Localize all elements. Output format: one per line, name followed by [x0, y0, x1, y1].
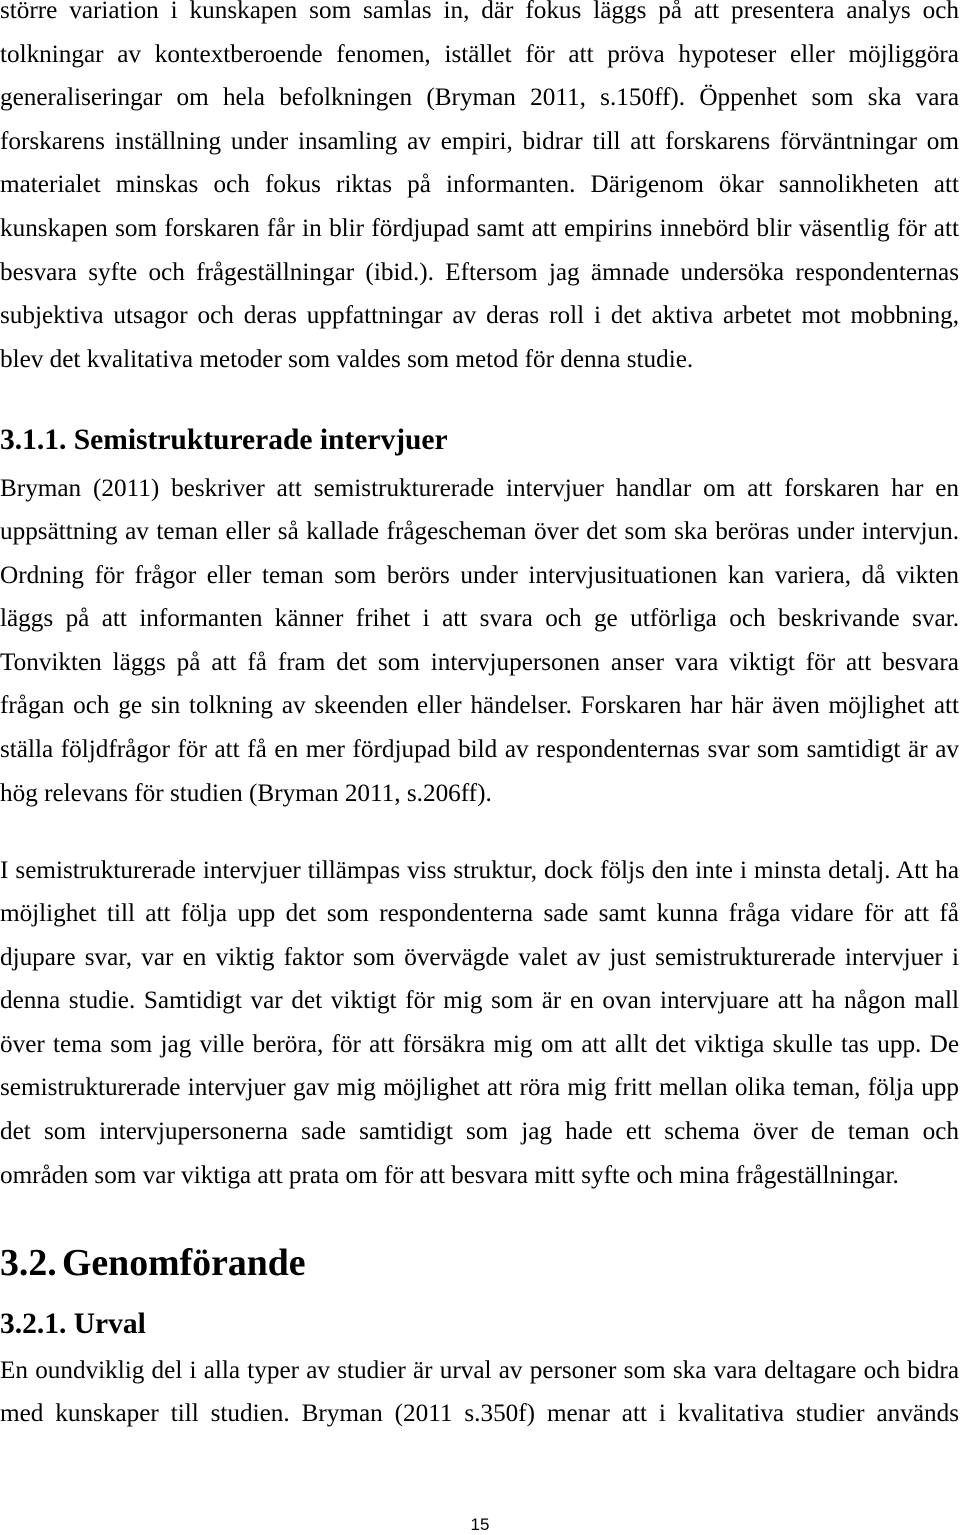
text-line: hög relevans för studien (Bryman 2011, s.206ff). [0, 779, 492, 807]
section-heading-3-2 [0, 1241, 959, 1286]
heading-number: 3.2. [0, 1242, 57, 1284]
heading-number: 3.1.1. [0, 424, 67, 456]
text-line: med kunskaper till studien. Bryman (2011 s.350f) menar att i kvalitativa studier används [0, 1400, 959, 1428]
text-line: Ordning för frågor eller teman som berörs under intervjusituationen kan variera, då vikten [0, 561, 959, 589]
text-line: större variation i kunskapen som samlas in, där fokus läggs på att presentera analys och [0, 0, 959, 24]
paragraph [0, 849, 959, 1198]
text-line: områden som var viktiga att prata om för att besvara mitt syfte och mina frågeställningar. [0, 1161, 899, 1189]
text-line: denna studie. Samtidigt var det viktigt för mig som är en ovan intervjuare att ha någon mall [0, 987, 959, 1015]
text-line: uppsättning av teman eller så kallade frågescheman över det som ska beröras under intervjun. [0, 518, 959, 546]
text-line: En oundviklig del i alla typer av studier är urval av personer som ska vara deltagare och bidra [0, 1356, 959, 1384]
text-line: besvara syfte och frågeställningar (ibid.). Eftersom jag ämnade undersöka respondenternas [0, 258, 959, 286]
text-line: subjektiva utsagor och deras uppfattningar av deras roll i det aktiva arbetet mot mobbning, [0, 302, 959, 330]
section-heading-3-1-1 [0, 423, 959, 458]
intro-paragraph [0, 0, 959, 381]
text-line: kunskapen som forskaren får in blir fördjupad samt att empirins innebörd blir väsentlig för att [0, 214, 959, 242]
heading-title: Genomförande [62, 1242, 306, 1284]
text-line: blev det kvalitativa metoder som valdes som metod för denna studie. [0, 345, 694, 373]
text-line: I semistrukturerade intervjuer tillämpas viss struktur, dock följs den inte i minsta detalj. Att ha [0, 856, 959, 884]
text-line: generaliseringar om hela befolkningen (Bryman 2011, s.150ff). Öppenhet som ska vara [0, 84, 959, 112]
text-line: tolkningar av kontextberoende fenomen, istället för att pröva hypoteser eller möjliggöra [0, 40, 959, 68]
text-line: Tonvikten läggs på att få fram det som intervjupersonen anser vara viktigt för att besvara [0, 648, 959, 676]
paragraph [0, 1349, 959, 1436]
text-line: frågan och ge sin tolkning av skeenden eller händelser. Forskaren har här även möjlighet att [0, 692, 959, 720]
paragraph [0, 467, 959, 816]
text-line: Bryman (2011) beskriver att semistrukturerade intervjuer handlar om att forskaren har en [0, 474, 959, 502]
heading-title: Urval [73, 1308, 146, 1340]
text-line: möjlighet till att följa upp det som respondenterna sade samt kunna fråga vidare för att få [0, 900, 959, 928]
page-number: 15 [470, 1515, 490, 1534]
text-line: ställa följdfrågor för att få en mer fördjupad bild av respondenternas svar som samtidigt är av [0, 736, 959, 764]
text-line: över tema som jag ville beröra, för att försäkra mig om att allt det viktiga skulle tas upp. De [0, 1030, 959, 1058]
text-line: djupare svar, var en viktig faktor som övervägde valet av just semistrukturerade intervjuer i [0, 943, 959, 971]
text-line: det som intervjupersonerna sade samtidigt som jag hade ett schema över de teman och [0, 1118, 959, 1146]
text-line: läggs på att informanten känner frihet i att svara och ge utförliga och beskrivande svar. [0, 605, 959, 633]
text-line: forskarens inställning under insamling av empiri, bidrar till att forskarens förväntningar om [0, 127, 959, 155]
heading-title: Semistrukturerade intervjuer [73, 424, 448, 456]
heading-number: 3.2.1. [0, 1308, 67, 1340]
text-line: materialet minskas och fokus riktas på informanten. Därigenom ökar sannolikheten att [0, 171, 959, 199]
section-heading-3-2-1 [0, 1307, 959, 1342]
text-line: semistrukturerade intervjuer gav mig möjlighet att röra mig fritt mellan olika teman, följa upp [0, 1074, 959, 1102]
